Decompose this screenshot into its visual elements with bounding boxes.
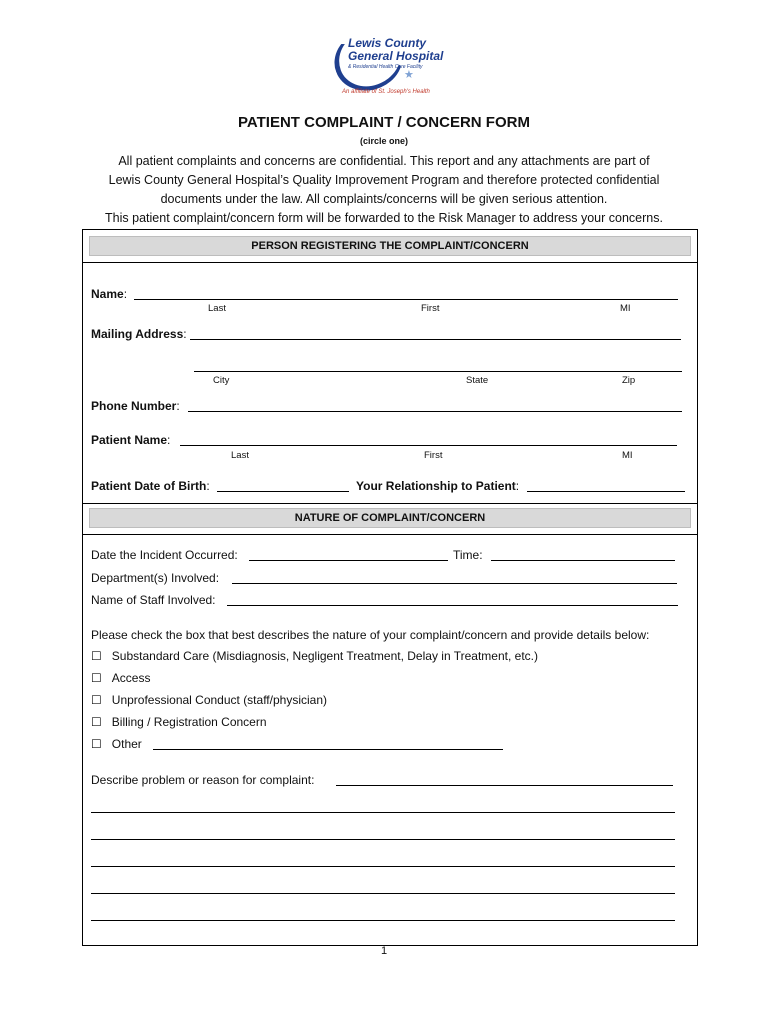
mailing-label: Mailing Address: <box>91 327 187 341</box>
section-header-person: PERSON REGISTERING THE COMPLAINT/CONCERN <box>89 236 691 256</box>
logo-text-line3: & Residential Health Care Facility <box>348 64 423 70</box>
checkbox-icon[interactable]: ☐ <box>91 649 102 663</box>
department-input-line[interactable] <box>232 583 677 584</box>
logo-text-line1: Lewis County <box>348 36 427 50</box>
dob-input-line[interactable] <box>217 491 349 492</box>
address-input-line-2[interactable] <box>194 371 682 372</box>
patient-name-label-text: Patient Name <box>91 433 168 447</box>
option-other[interactable] <box>91 737 142 751</box>
logo-affiliate: An affiliate of St. Joseph's Health <box>342 89 430 95</box>
section-divider <box>82 503 698 504</box>
logo-text-line2: General Hospital <box>348 49 444 63</box>
staff-label: Name of Staff Involved: <box>91 593 216 607</box>
option-label: Other <box>111 737 142 751</box>
phone-label: Phone Number: <box>91 399 180 413</box>
describe-line[interactable] <box>91 866 675 867</box>
intro-line: Lewis County General Hospital’s Quality Improvement Program and therefore protected confidential <box>108 173 660 187</box>
department-label: Department(s) Involved: <box>91 571 220 585</box>
describe-input-line[interactable] <box>336 785 673 786</box>
section-header-nature: NATURE OF COMPLAINT/CONCERN <box>89 508 691 528</box>
staff-input-line[interactable] <box>227 605 678 606</box>
address-sub-city: City <box>213 375 230 386</box>
describe-line[interactable] <box>91 812 675 813</box>
page-number: 1 <box>380 945 388 957</box>
describe-line[interactable] <box>91 920 675 921</box>
describe-line[interactable] <box>91 839 675 840</box>
phone-label-text: Phone Number <box>91 399 177 413</box>
dob-label: Patient Date of Birth: <box>91 479 210 493</box>
option-label: Access <box>111 671 151 685</box>
form-title: PATIENT COMPLAINT / CONCERN FORM <box>238 114 530 131</box>
option-label: Billing / Registration Concern <box>111 715 267 729</box>
other-input-line[interactable] <box>153 749 503 750</box>
patient-sub-last: Last <box>231 450 249 461</box>
option-substandard-care[interactable] <box>91 649 538 663</box>
phone-input-line[interactable] <box>188 411 682 412</box>
address-input-line[interactable] <box>190 339 681 340</box>
checkbox-icon[interactable]: ☐ <box>91 715 102 729</box>
name-input-line[interactable] <box>134 299 678 300</box>
hospital-logo <box>330 24 444 100</box>
option-label: Substandard Care (Misdiagnosis, Negligent Treatment, Delay in Treatment, etc.) <box>111 649 538 663</box>
intro-line: All patient complaints and concerns are confidential. This report and any attachments are part of <box>118 154 650 168</box>
describe-label: Describe problem or reason for complaint: <box>91 773 315 787</box>
name-label: Name: <box>91 287 128 301</box>
time-input-line[interactable] <box>491 560 675 561</box>
checkbox-icon[interactable]: ☐ <box>91 671 102 685</box>
option-access[interactable] <box>91 671 150 685</box>
patient-sub-mi: MI <box>622 450 633 461</box>
intro-line: This patient complaint/concern form will be forwarded to the Risk Manager to address your concerns. <box>105 211 663 225</box>
time-label: Time: <box>453 548 483 562</box>
incident-date-label: Date the Incident Occurred: <box>91 548 238 562</box>
patient-name-input-line[interactable] <box>180 445 677 446</box>
relationship-label-text: Your Relationship to Patient <box>356 479 516 493</box>
incident-date-input-line[interactable] <box>249 560 448 561</box>
relationship-input-line[interactable] <box>527 491 685 492</box>
checkbox-icon[interactable]: ☐ <box>91 693 102 707</box>
checkbox-instruction: Please check the box that best describes the nature of your complaint/concern and provide details below: <box>91 628 650 642</box>
section-divider <box>82 262 698 263</box>
mailing-label-text: Mailing Address <box>91 327 184 341</box>
option-billing[interactable] <box>91 715 267 729</box>
form-subtitle: (circle one) <box>359 136 408 146</box>
option-unprofessional-conduct[interactable] <box>91 693 327 707</box>
name-sub-last: Last <box>208 303 226 314</box>
patient-sub-first: First <box>424 450 443 461</box>
name-label-text: Name <box>91 287 124 301</box>
star-icon: ★ <box>404 69 414 81</box>
patient-name-label: Patient Name: <box>91 433 171 447</box>
intro-paragraph <box>0 152 768 228</box>
describe-line[interactable] <box>91 893 675 894</box>
name-sub-mi: MI <box>620 303 631 314</box>
name-sub-first: First <box>421 303 440 314</box>
dob-label-text: Patient Date of Birth <box>91 479 207 493</box>
address-sub-state: State <box>466 375 489 386</box>
section-divider <box>82 534 698 535</box>
address-sub-zip: Zip <box>622 375 636 386</box>
option-label: Unprofessional Conduct (staff/physician) <box>111 693 328 707</box>
relationship-label: Your Relationship to Patient: <box>356 479 520 493</box>
intro-line: documents under the law. All complaints/concerns will be given serious attention. <box>160 192 608 206</box>
checkbox-icon[interactable]: ☐ <box>91 737 102 751</box>
